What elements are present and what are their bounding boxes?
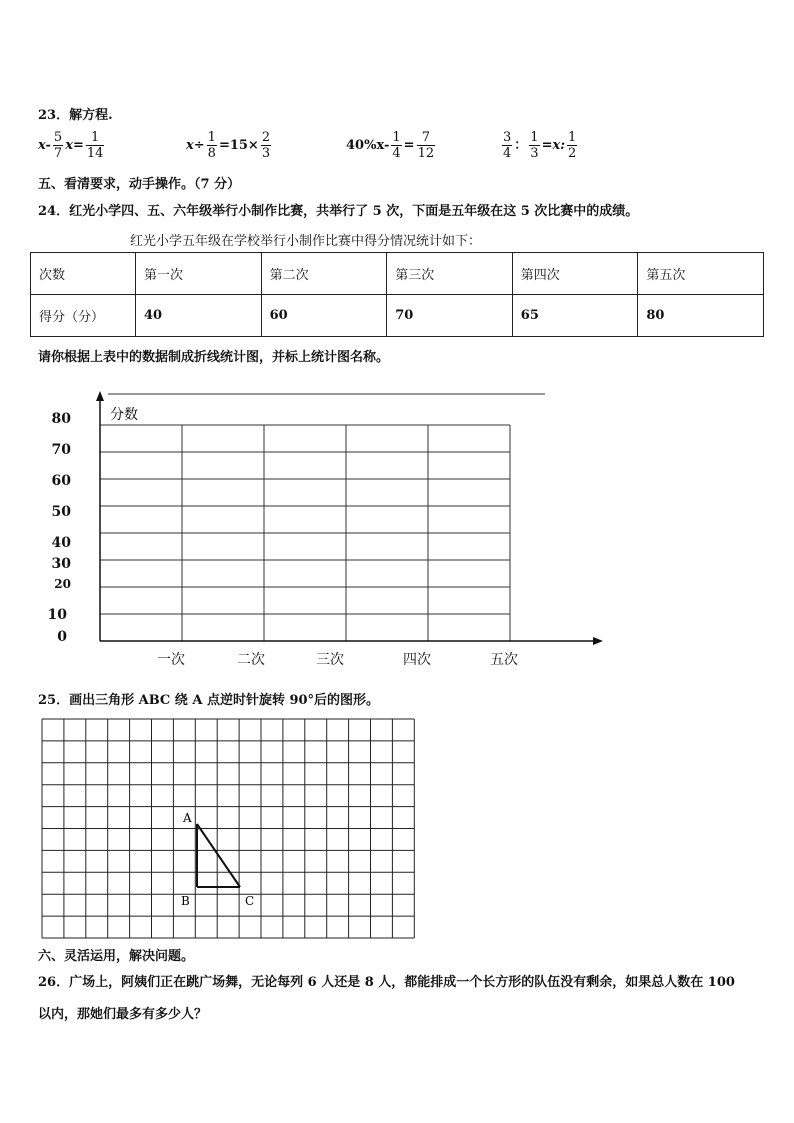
equation-3: 40%x- $\frac{1}{4}$ = $\frac{7}{12}$ (346, 130, 435, 161)
x-tick-label: 一次 (157, 652, 185, 668)
q26-line-1: 26．广场上，阿姨们正在跳广场舞，无论每列 6 人还是 8 人，都能排成一个长方形的队伍没有剩余，如果总人数在 100 (38, 975, 735, 990)
rotation-grid (0, 710, 794, 940)
table-cell: 第五次 (638, 253, 764, 295)
line-chart-grid (0, 385, 794, 675)
x-axis-arrow (593, 637, 603, 645)
chart-instruction: 请你根据上表中的数据制成折线统计图，并标上统计图名称。 (38, 350, 390, 365)
y-axis-arrow (96, 391, 104, 401)
equation-1: x- $\frac{5}{7}$ x= $\frac{1}{14}$ (38, 130, 104, 161)
table-cell: 40 (136, 295, 262, 337)
q23-title: 23．解方程. (38, 108, 113, 123)
y-axis-label: 分数 (110, 407, 138, 423)
table-row (31, 295, 764, 337)
y-tick-label: 50 (51, 504, 71, 520)
table-row (31, 253, 764, 295)
table-cell: 第四次 (512, 253, 638, 295)
table-cell: 得分（分） (31, 295, 136, 337)
y-tick-label: 70 (51, 442, 71, 458)
y-tick-label: 40 (51, 535, 71, 551)
y-tick-label: 20 (54, 577, 71, 591)
section-6-heading: 六、灵活运用，解决问题。 (38, 949, 195, 964)
table-cell: 第三次 (387, 253, 513, 295)
q25-title: 25．画出三角形 ABC 绕 A 点逆时针旋转 90°后的图形。 (38, 693, 380, 708)
y-tick-label: 10 (47, 607, 67, 623)
x-tick-label: 五次 (490, 652, 518, 668)
q24-title: 24．红光小学四、五、六年级举行小制作比赛，共举行了 5 次，下面是五年级在这 5 次比赛中的成绩。 (38, 204, 639, 219)
equation-2: x÷ $\frac{1}{8}$ =15× $\frac{2}{3}$ (186, 130, 271, 161)
section-5-heading: 五、看清要求，动手操作。（7 分） (38, 177, 241, 192)
point-a-label: A (183, 811, 192, 825)
table-cell: 65 (512, 295, 638, 337)
table-cell: 70 (387, 295, 513, 337)
x-tick-label: 四次 (403, 652, 431, 668)
grid (100, 425, 510, 641)
table-cell: 60 (261, 295, 387, 337)
y-tick-label: 30 (51, 556, 71, 572)
y-tick-label: 60 (51, 473, 71, 489)
point-b-label: B (181, 894, 190, 908)
q26-line-2: 以内，那她们最多有多少人？ (38, 1007, 208, 1022)
triangle-side-ac (197, 824, 240, 887)
x-tick-label: 二次 (237, 652, 265, 668)
table-cell: 80 (638, 295, 764, 337)
point-c-label: C (245, 894, 255, 908)
table-caption: 红光小学五年级在学校举行小制作比赛中得分情况统计如下： (130, 234, 482, 249)
table-cell: 第二次 (261, 253, 387, 295)
y-tick-label: 0 (57, 629, 67, 645)
x-tick-label: 三次 (316, 652, 344, 668)
y-tick-label: 80 (51, 411, 71, 427)
table-cell: 第一次 (136, 253, 262, 295)
equation-4: $\frac{3}{4}$ ： $\frac{1}{3}$ =x: $\frac{1}{2}$ (503, 130, 577, 161)
table-cell: 次数 (31, 253, 136, 295)
square-grid (42, 719, 414, 938)
score-table (30, 252, 764, 337)
